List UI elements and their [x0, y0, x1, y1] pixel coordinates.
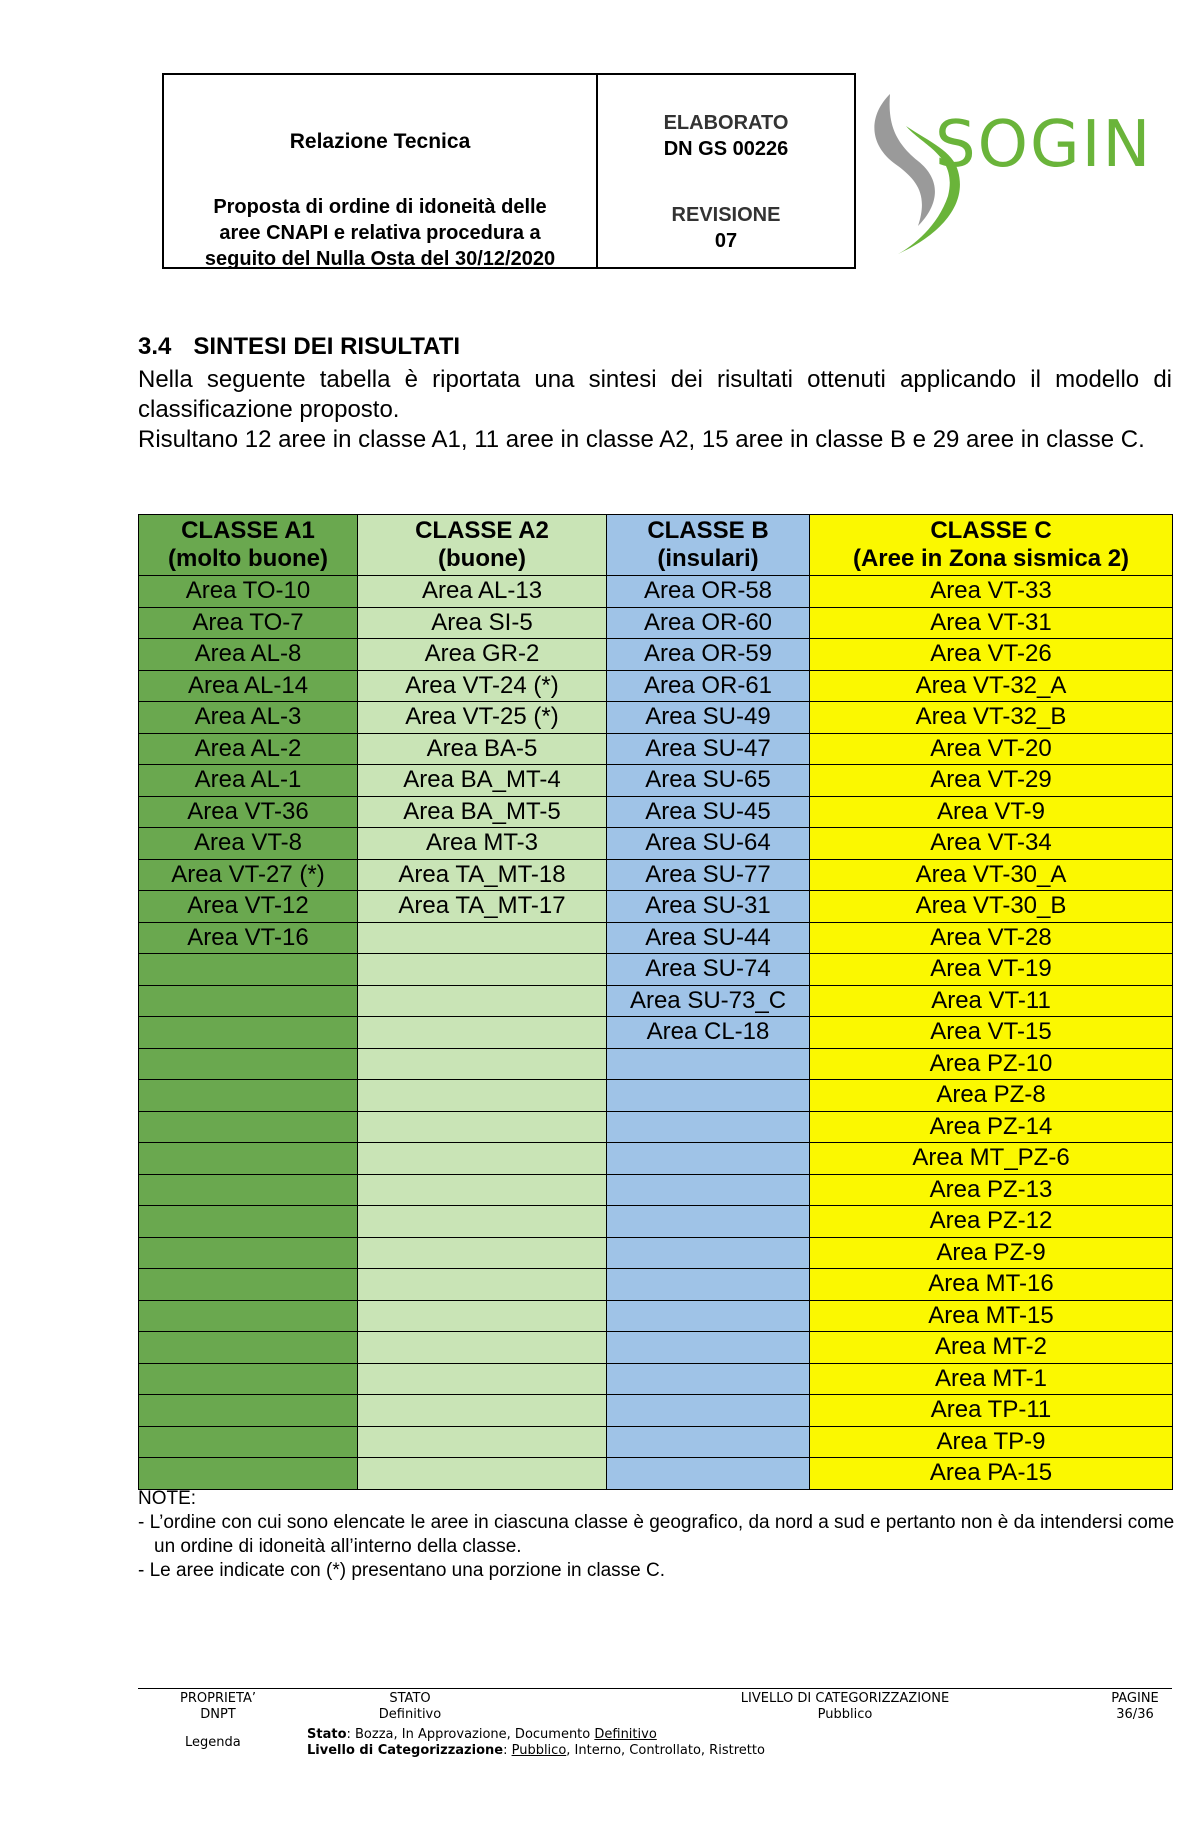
table-row: [139, 1017, 1173, 1049]
cell-class-c: Area VT-32_A: [810, 670, 1173, 702]
table-row: [139, 1300, 1173, 1332]
cell-class-b: [607, 1458, 810, 1490]
legend-stato-line: Stato: Bozza, In Approvazione, Documento Definitivo: [307, 1727, 657, 1742]
cell-class-c: Area VT-32_B: [810, 702, 1173, 734]
cell-class-a1: [139, 1332, 358, 1364]
cell-class-b: [607, 1363, 810, 1395]
cell-class-b: Area OR-59: [607, 639, 810, 671]
cell-class-a1: [139, 985, 358, 1017]
cell-class-c: Area PZ-10: [810, 1048, 1173, 1080]
cell-class-c: Area PZ-8: [810, 1080, 1173, 1112]
notes: [138, 1487, 1178, 1583]
cell-class-a1: [139, 954, 358, 986]
livello-value: Pubblico: [817, 1707, 873, 1722]
cell-class-b: [607, 1332, 810, 1364]
cell-class-a2: Area GR-2: [358, 639, 607, 671]
footer-livello: [720, 1691, 970, 1723]
cell-class-c: Area VT-26: [810, 639, 1173, 671]
cell-class-a1: Area AL-14: [139, 670, 358, 702]
cell-class-b: Area SU-73_C: [607, 985, 810, 1017]
cell-class-b: [607, 1426, 810, 1458]
legend-livello-line: Livello di Categorizzazione: Pubblico, Interno, Controllato, Ristretto: [307, 1743, 765, 1758]
section-title: SINTESI DEI RISULTATI: [193, 333, 461, 360]
doc-type: Relazione Tecnica: [289, 130, 471, 153]
header-left-cell: [164, 75, 598, 270]
proprieta-value: DNPT: [200, 1707, 236, 1722]
cell-class-a2: [358, 1174, 607, 1206]
cell-class-b: [607, 1269, 810, 1301]
cell-class-a1: Area TO-10: [139, 576, 358, 608]
footer-pagine: [1100, 1691, 1170, 1723]
cell-class-b: [607, 1080, 810, 1112]
table-row: [139, 765, 1173, 797]
cell-class-c: Area VT-28: [810, 922, 1173, 954]
cell-class-b: Area SU-77: [607, 859, 810, 891]
table-row: [139, 1395, 1173, 1427]
cell-class-b: Area OR-58: [607, 576, 810, 608]
cell-class-c: Area VT-33: [810, 576, 1173, 608]
table-row: [139, 1111, 1173, 1143]
stato-label: STATO: [389, 1691, 431, 1706]
cell-class-a1: [139, 1143, 358, 1175]
table-row: [139, 1174, 1173, 1206]
cell-class-a2: [358, 1143, 607, 1175]
cell-class-a2: [358, 1300, 607, 1332]
table-row: [139, 1332, 1173, 1364]
table-row: [139, 1206, 1173, 1238]
note-item: - L’ordine con cui sono elencate le aree in ciascuna classe è geografico, da nord a sud e pertanto non è da intendersi come un ordine di idoneità all’interno della classe.: [138, 1512, 1175, 1557]
cell-class-a1: [139, 1048, 358, 1080]
cell-class-a1: Area AL-1: [139, 765, 358, 797]
cell-class-a2: Area BA_MT-4: [358, 765, 607, 797]
cell-class-a2: Area MT-3: [358, 828, 607, 860]
results-table: [138, 514, 1173, 1490]
cell-class-a2: [358, 1017, 607, 1049]
cell-class-a2: [358, 1111, 607, 1143]
revisione-value: 07: [714, 230, 738, 252]
footer-stato: [360, 1691, 460, 1723]
cell-class-b: Area OR-61: [607, 670, 810, 702]
doc-title: Proposta di ordine di idoneità delle aree CNAPI e relativa procedura a seguito del Nulla Osta del 30/12/2020: [204, 196, 556, 270]
cell-class-c: Area VT-20: [810, 733, 1173, 765]
cell-class-a2: [358, 1426, 607, 1458]
table-row: [139, 733, 1173, 765]
table-row: [139, 702, 1173, 734]
cell-class-c: Area VT-30_A: [810, 859, 1173, 891]
table-row: [139, 985, 1173, 1017]
cell-class-a1: [139, 1426, 358, 1458]
cell-class-c: Area MT-16: [810, 1269, 1173, 1301]
cell-class-c: Area MT_PZ-6: [810, 1143, 1173, 1175]
cell-class-a2: Area TA_MT-18: [358, 859, 607, 891]
cell-class-a2: Area SI-5: [358, 607, 607, 639]
cell-class-b: Area SU-49: [607, 702, 810, 734]
footer-divider: [138, 1688, 1172, 1689]
cell-class-c: Area VT-34: [810, 828, 1173, 860]
cell-class-a1: Area AL-2: [139, 733, 358, 765]
table-row: [139, 670, 1173, 702]
cell-class-b: Area SU-64: [607, 828, 810, 860]
cell-class-a1: Area VT-12: [139, 891, 358, 923]
cell-class-c: Area MT-15: [810, 1300, 1173, 1332]
table-row: [139, 576, 1173, 608]
cell-class-a1: Area AL-3: [139, 702, 358, 734]
cell-class-c: Area VT-29: [810, 765, 1173, 797]
table-row: [139, 1143, 1173, 1175]
table-row: [139, 1426, 1173, 1458]
cell-class-c: Area MT-1: [810, 1363, 1173, 1395]
table-row: [139, 954, 1173, 986]
cell-class-a1: Area VT-8: [139, 828, 358, 860]
cell-class-a2: Area VT-24 (*): [358, 670, 607, 702]
stato-value: Definitivo: [378, 1707, 442, 1722]
notes-title: NOTE:: [138, 1488, 197, 1509]
table-row: [139, 922, 1173, 954]
cell-class-b: Area CL-18: [607, 1017, 810, 1049]
cell-class-a1: Area VT-27 (*): [139, 859, 358, 891]
table-row: [139, 828, 1173, 860]
cell-class-b: Area SU-45: [607, 796, 810, 828]
cell-class-c: Area TP-9: [810, 1426, 1173, 1458]
cell-class-a1: [139, 1111, 358, 1143]
table-row: [139, 1458, 1173, 1490]
section-number: 3.4: [138, 333, 172, 360]
cell-class-a2: Area AL-13: [358, 576, 607, 608]
cell-class-c: Area PZ-13: [810, 1174, 1173, 1206]
cell-class-a2: Area BA_MT-5: [358, 796, 607, 828]
table-row: [139, 1237, 1173, 1269]
document-header: [162, 73, 856, 269]
pagine-label: PAGINE: [1111, 1691, 1159, 1706]
table-header-row: [139, 515, 1173, 576]
table-row: [139, 1080, 1173, 1112]
cell-class-c: Area VT-11: [810, 985, 1173, 1017]
cell-class-a2: [358, 1363, 607, 1395]
cell-class-a2: [358, 1269, 607, 1301]
cell-class-a1: [139, 1395, 358, 1427]
cell-class-b: [607, 1395, 810, 1427]
table-row: [139, 859, 1173, 891]
cell-class-a1: [139, 1206, 358, 1238]
table-row: [139, 607, 1173, 639]
cell-class-b: [607, 1111, 810, 1143]
cell-class-b: [607, 1206, 810, 1238]
cell-class-c: Area PZ-9: [810, 1237, 1173, 1269]
cell-class-c: Area TP-11: [810, 1395, 1173, 1427]
cell-class-b: Area SU-47: [607, 733, 810, 765]
cell-class-a2: [358, 1237, 607, 1269]
cell-class-a1: [139, 1017, 358, 1049]
cell-class-a2: Area BA-5: [358, 733, 607, 765]
cell-class-b: [607, 1174, 810, 1206]
cell-class-b: Area OR-60: [607, 607, 810, 639]
cell-class-a2: [358, 985, 607, 1017]
cell-class-c: Area VT-9: [810, 796, 1173, 828]
table-row: [139, 1048, 1173, 1080]
cell-class-b: [607, 1300, 810, 1332]
table-body: [139, 576, 1173, 1490]
cell-class-c: Area VT-19: [810, 954, 1173, 986]
header-class-c: CLASSE C (Aree in Zona sismica 2): [810, 515, 1173, 576]
intro-paragraph: Nella seguente tabella è riportata una sintesi dei risultati ottenuti applicando il modello di classificazione proposto.: [138, 366, 1172, 423]
cell-class-a1: Area AL-8: [139, 639, 358, 671]
cell-class-a1: Area VT-36: [139, 796, 358, 828]
livello-label: LIVELLO DI CATEGORIZZAZIONE: [740, 1691, 950, 1706]
cell-class-a2: [358, 1206, 607, 1238]
header-right-cell: [598, 75, 854, 267]
cell-class-a1: [139, 1363, 358, 1395]
logo-text: SOGIN: [935, 108, 1153, 182]
table-row: [139, 1363, 1173, 1395]
cell-class-c: Area VT-30_B: [810, 891, 1173, 923]
cell-class-a2: [358, 1332, 607, 1364]
cell-class-a2: [358, 1080, 607, 1112]
table-row: [139, 891, 1173, 923]
cell-class-c: Area PZ-14: [810, 1111, 1173, 1143]
cell-class-b: Area SU-65: [607, 765, 810, 797]
cell-class-a1: [139, 1080, 358, 1112]
proprieta-label: PROPRIETA’: [180, 1691, 256, 1706]
note-item: - Le aree indicate con (*) presentano una porzione in classe C.: [138, 1560, 666, 1581]
cell-class-c: Area MT-2: [810, 1332, 1173, 1364]
cell-class-a1: [139, 1174, 358, 1206]
cell-class-c: Area PZ-12: [810, 1206, 1173, 1238]
cell-class-a2: [358, 922, 607, 954]
cell-class-a1: [139, 1237, 358, 1269]
cell-class-c: Area VT-15: [810, 1017, 1173, 1049]
cell-class-a1: [139, 1300, 358, 1332]
cell-class-a2: [358, 1048, 607, 1080]
summary-paragraph: Risultano 12 aree in classe A1, 11 aree in classe A2, 15 aree in classe B e 29 aree in classe C.: [138, 426, 1145, 453]
header-class-a2: CLASSE A2 (buone): [358, 515, 607, 576]
cell-class-a2: [358, 954, 607, 986]
table-row: [139, 639, 1173, 671]
cell-class-a2: [358, 1458, 607, 1490]
footer-proprieta: [158, 1691, 278, 1723]
header-class-b: CLASSE B (insulari): [607, 515, 810, 576]
cell-class-c: Area VT-31: [810, 607, 1173, 639]
cell-class-b: [607, 1048, 810, 1080]
cell-class-a2: [358, 1395, 607, 1427]
elaborato-value: DN GS 00226: [663, 138, 789, 160]
revisione-label: REVISIONE: [671, 204, 781, 226]
cell-class-b: [607, 1237, 810, 1269]
elaborato-label: ELABORATO: [663, 112, 789, 134]
header-class-a1: CLASSE A1 (molto buone): [139, 515, 358, 576]
cell-class-a1: Area TO-7: [139, 607, 358, 639]
table-row: [139, 796, 1173, 828]
revisione-block: [672, 202, 781, 254]
cell-class-b: Area SU-31: [607, 891, 810, 923]
legend-text: [307, 1727, 765, 1759]
cell-class-a1: Area VT-16: [139, 922, 358, 954]
elaborato-block: [664, 110, 789, 162]
cell-class-a1: [139, 1458, 358, 1490]
cell-class-b: [607, 1143, 810, 1175]
pagine-value: 36/36: [1116, 1707, 1154, 1722]
cell-class-a1: [139, 1269, 358, 1301]
cell-class-a2: Area VT-25 (*): [358, 702, 607, 734]
cell-class-b: Area SU-44: [607, 922, 810, 954]
legenda-label: Legenda: [185, 1735, 241, 1750]
cell-class-a2: Area TA_MT-17: [358, 891, 607, 923]
cell-class-c: Area PA-15: [810, 1458, 1173, 1490]
table-row: [139, 1269, 1173, 1301]
section-heading: [138, 333, 460, 361]
cell-class-b: Area SU-74: [607, 954, 810, 986]
